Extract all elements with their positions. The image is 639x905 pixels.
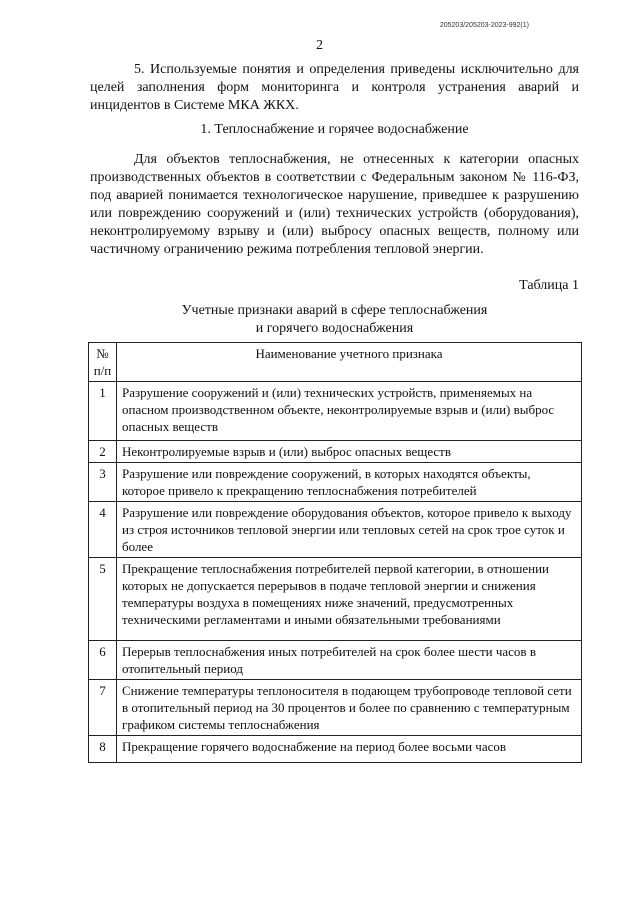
accident-definition-paragraph: Для объектов теплоснабжения, не отнесенных к категории опасных производственных объектов в соответствии с Федеральным законом № 116-ФЗ, под аварией понимается технологическое нарушение, приведшее к разрушению или повреждению сооружений и (или) технических устройств (оборудования), неконтролируемому взрыву и (или) выбросу опасных веществ, полному или частичному ограничению режима потребления тепловой энергии. (90, 152, 579, 257)
table-row (89, 382, 582, 441)
table-row (89, 641, 582, 680)
document-id: 205203/205203-2023-992(1) (439, 22, 529, 29)
row-text: Перерыв теплоснабжения иных потребителей на срок более шести часов в отопительный период (117, 641, 582, 680)
row-number: 1 (89, 382, 117, 441)
row-text: Прекращение горячего водоснабжение на период более восьми часов (117, 736, 582, 763)
row-text: Разрушение или повреждение сооружений, в которых находятся объекты, которое привело к прекращению теплоснабжения потребителей (117, 463, 582, 502)
row-number: 2 (89, 441, 117, 463)
row-text: Снижение температуры теплоносителя в подающем трубопроводе тепловой сети в отопительный период на 30 процентов и более по сравнению с температурным графиком системы теплоснабжения (117, 680, 582, 736)
table-row (89, 502, 582, 558)
table-header-row (89, 343, 582, 382)
row-text: Неконтролируемые взрыв и (или) выброс опасных веществ (117, 441, 582, 463)
table-row (89, 441, 582, 463)
row-number: 4 (89, 502, 117, 558)
table-row (89, 680, 582, 736)
row-text: Разрушение или повреждение оборудования объектов, которое привело к выходу из строя источников тепловой энергии или тепловых сетей на срок трое суток и более (117, 502, 582, 558)
header-number: № п/п (89, 343, 117, 382)
header-name: Наименование учетного признака (117, 343, 582, 382)
table-row (89, 736, 582, 763)
row-number: 3 (89, 463, 117, 502)
row-number: 7 (89, 680, 117, 736)
section-heading: 1. Теплоснабжение и горячее водоснабжение (200, 122, 469, 137)
table-row (89, 558, 582, 641)
table-label: Таблица 1 (519, 278, 579, 293)
row-number: 5 (89, 558, 117, 641)
table-title-line-1: Учетные признаки аварий в сфере теплоснабжения (181, 303, 488, 318)
row-text: Разрушение сооружений и (или) технических устройств, применяемых на опасном производственном объекте, неконтролируемые взрыв и (или) выброс опасных веществ (117, 382, 582, 441)
row-number: 8 (89, 736, 117, 763)
row-text: Прекращение теплоснабжения потребителей первой категории, в отношении которых не допускается перерывов в подаче тепловой энергии и снижения температуры воздуха в помещениях ниже значений, предусмотренных техническими регламентами и иными обязательными требованиями (117, 558, 582, 641)
paragraph-5: 5. Используемые понятия и определения приведены исключительно для целей заполнения форм мониторинга и контроля устранения аварий и инцидентов в Системе МКА ЖКХ. (90, 62, 579, 113)
page-number: 2 (316, 38, 323, 53)
row-number: 6 (89, 641, 117, 680)
accident-criteria-table (88, 342, 582, 763)
table-title (90, 302, 579, 338)
table-row (89, 463, 582, 502)
table-title-line-2: и горячего водоснабжения (255, 321, 414, 336)
